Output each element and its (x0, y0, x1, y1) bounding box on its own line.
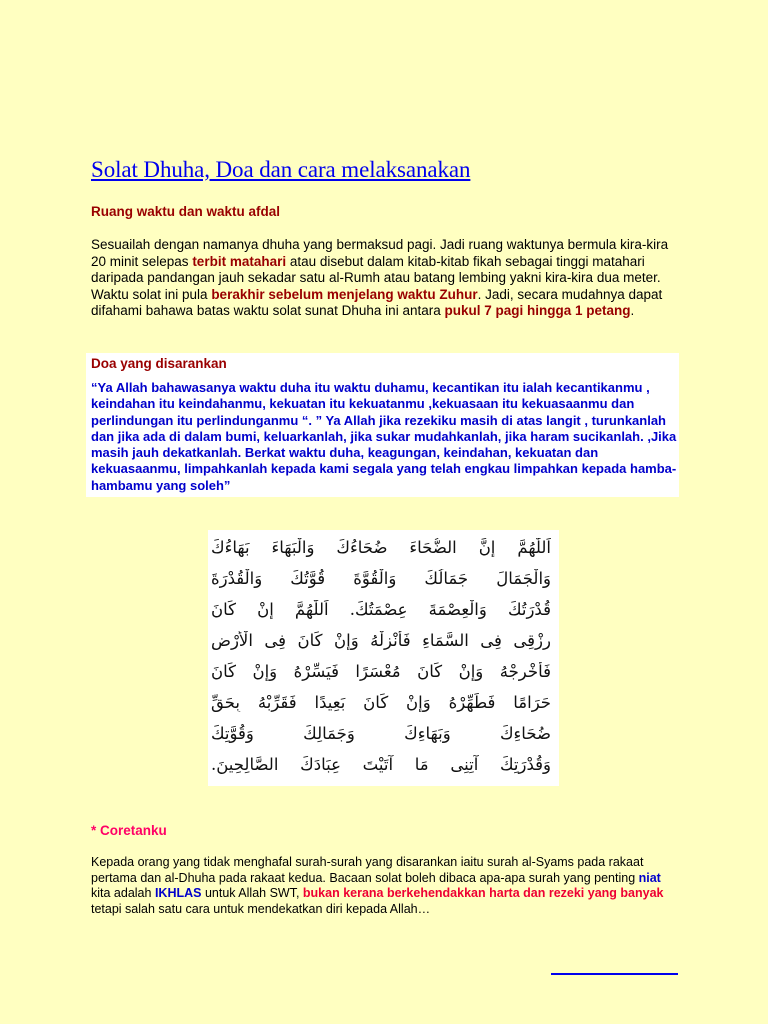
section-heading-ruang-waktu: Ruang waktu dan waktu afdal (91, 204, 281, 219)
text-run: tetapi salah satu cara untuk mendekatkan diri kepada Allah… (91, 901, 431, 916)
bottom-link-underline[interactable] (551, 973, 678, 975)
paragraph-coretanku (91, 855, 681, 917)
text-run: untuk Allah SWT, (201, 886, 303, 901)
text-run: . Jadi, secara mudahnya dapat difahami bahawa batas waktu solat sunat Dhuha ini antara (91, 286, 663, 318)
text-run: kita adalah (91, 886, 155, 901)
arabic-line-7: ضُحَاءِكَ وَبَهَاءِكَ وَجَمَالِكَ وَقُوَّتِكَ (211, 724, 551, 743)
highlight-terbit-matahari: terbit matahari (192, 253, 287, 269)
arabic-line-2: وَالْجَمَالَ جَمَالُكَ وَالْقُوَّةَ قُوَّتُكَ وَالْقُدْرَةَ (211, 569, 551, 588)
section-heading-coretanku: * Coretanku (91, 823, 167, 838)
arabic-line-5: فَأَخْرِجْهُ وَإِنْ كَانَ مُعْسَرًا فَيَسِّرْهُ وَإِنْ كَانَ (211, 662, 551, 681)
arabic-line-8: وَقُدْرَتِكَ آتِنِى مَا آتَيْتَ عِبَادَكَ الصَّالِحِينَ. (211, 755, 551, 774)
arabic-line-1: اَللّٰهُمَّ إِنَّ الضُّحَاءَ ضُحَاءُكَ وَالْبَهَاءَ بَهَاءُكَ (211, 538, 551, 557)
doa-translation-text: “Ya Allah bahawasanya waktu duha itu waktu duhamu, kecantikan itu ialah kecantikanmu , keindahan itu keindahanmu, kekuatan itu kekuatanmu ,kekuasaan itu kekuasaanmu dan perlindungan itu perlindunganmu “. ” Ya Allah jika rezekiku masih di atas langit , turunkanlah dan jika ada di dalam bumi, keluarkanlah, jika sukar mudahkanlah, jika haram sucikanlah. ,Jika masih jauh dekatkanlah. Berkat waktu duha, keagungan, keindahan, kekuatan dan kekuasaanmu, limpahkanlah kepada kami segala yang telah engkau limpahkan kepada hamba-hambamu yang soleh” (91, 380, 677, 493)
paragraph-ruang-waktu (91, 237, 681, 320)
arabic-doa-image (208, 530, 559, 786)
text-run: . (630, 303, 635, 318)
section-heading-doa: Doa yang disarankan (91, 356, 227, 371)
text-run: atau disebut dalam kitab-kitab fikah sebagai tinggi matahari daripada pandangan jauh sekadar satu al-Rumh atau batang lembing yakni kira-kira dua meter. Waktu solat ini pula (91, 253, 661, 302)
highlight-waktu-range: pukul 7 pagi hingga 1 petang (444, 303, 631, 318)
text-run: Kepada orang yang tidak menghafal surah-surah yang disarankan iaitu surah al-Syams pada rakaat pertama dan al-Dhuha pada rakaat kedua. Bacaan solat boleh dibaca apa-apa surah yang penting (91, 855, 644, 885)
highlight-ikhlas: IKHLAS (154, 886, 202, 901)
highlight-bukan-kerana-harta: bukan kerana berkehendakkan harta dan rezeki yang banyak (302, 886, 664, 901)
highlight-berakhir-zuhur: berakhir sebelum menjelang waktu Zuhur (211, 286, 478, 302)
text-run: Sesuailah dengan namanya dhuha yang bermaksud pagi. Jadi ruang waktunya bermula kira-kira 20 minit selepas (91, 237, 669, 269)
arabic-line-4: رِزْقِى فِى السَّمَاءِ فَأَنْزِلْهُ وَإِنْ كَانَ فِى الْأَرْضِ (211, 631, 551, 650)
arabic-line-3: قُدْرَتُكَ وَالْعِصْمَةَ عِصْمَتُكَ. اَللّٰهُمَّ إِنْ كَانَ (211, 600, 551, 619)
article-title-link[interactable]: Solat Dhuha, Doa dan cara melaksanakan (91, 157, 471, 182)
arabic-line-6: حَرَامًا فَطَهِّرْهُ وَإِنْ كَانَ بَعِيدًا فَقَرِّبْهُ بِحَقِّ (211, 693, 551, 712)
highlight-niat: niat (638, 870, 661, 885)
